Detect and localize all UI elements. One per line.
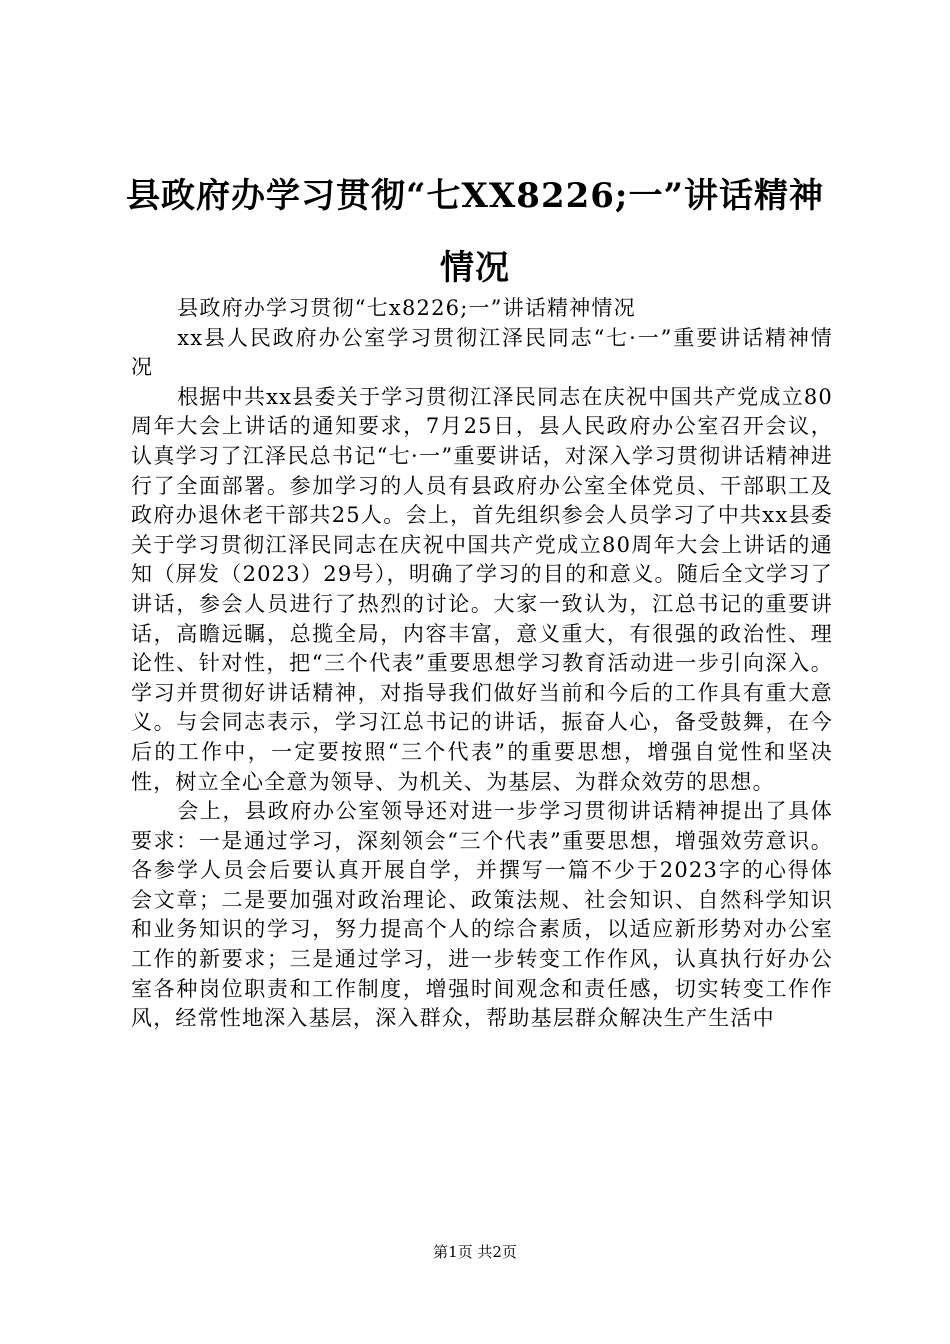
document-body	[131, 294, 833, 1034]
page-number-footer: 第1页 共2页	[433, 1243, 517, 1261]
document-title: 县政府办学习贯彻“七XX8226;一”讲话精神情况	[125, 176, 825, 288]
paragraph-subtitle: 县政府办学习贯彻“七x8226;一”讲话精神情况	[177, 296, 636, 320]
paragraph-body-2: 会上，县政府办公室领导还对进一步学习贯彻讲话精神提出了具体要求：一是通过学习，深刻领会“三个代表”重要思想，增强效劳意识。各参学人员会后要认真开展自学，并撰写一篇不少于2023字的心得体会文章；二是要加强对政治理论、政策法规、社会知识、自然科学知识和业务知识的学习，努力提高个人的综合素质，以适应新形势对办公室工作的新要求；三是通过学习，进一步转变工作作风，认真执行好办公室各种岗位职责和工作制度，增强时间观念和责任感，切实转变工作作风，经常性地深入基层，深入群众，帮助基层群众解决生产生活中	[131, 799, 833, 1031]
paragraph-body-1: 根据中共xx县委关于学习贯彻江泽民同志在庆祝中国共产党成立80周年大会上讲话的通知要求，7月25日，县人民政府办公室召开会议，认真学习了江泽民总书记“七·一”重要讲话，对深入学习贯彻讲话精神进行了全面部署。参加学习的人员有县政府办公室全体党员、干部职工及政府办退休老干部共25人。会上，首先组织参会人员学习了中共xx县委关于学习贯彻江泽民同志在庆祝中国共产党成立80周年大会上讲话的通知（屏发（2023）29号），明确了学习的目的和意义。随后全文学习了讲话，参会人员进行了热烈的讨论。大家一致认为，江总书记的重要讲话，高瞻远瞩，总揽全局，内容丰富，意义重大，有很强的政治性、理论性、针对性，把“三个代表”重要思想学习教育活动进一步引向深入。学习并贯彻好讲话精神，对指导我们做好当前和今后的工作具有重大意义。与会同志表示，学习江总书记的讲话，振奋人心，备受鼓舞，在今后的工作中，一定要按照“三个代表”的重要思想，增强自觉性和坚决性，树立全心全意为领导、为机关、为基层、为群众效劳的思想。	[131, 384, 833, 794]
paragraph-heading: xx县人民政府办公室学习贯彻江泽民同志“七·一”重要讲话精神情况	[131, 325, 833, 380]
